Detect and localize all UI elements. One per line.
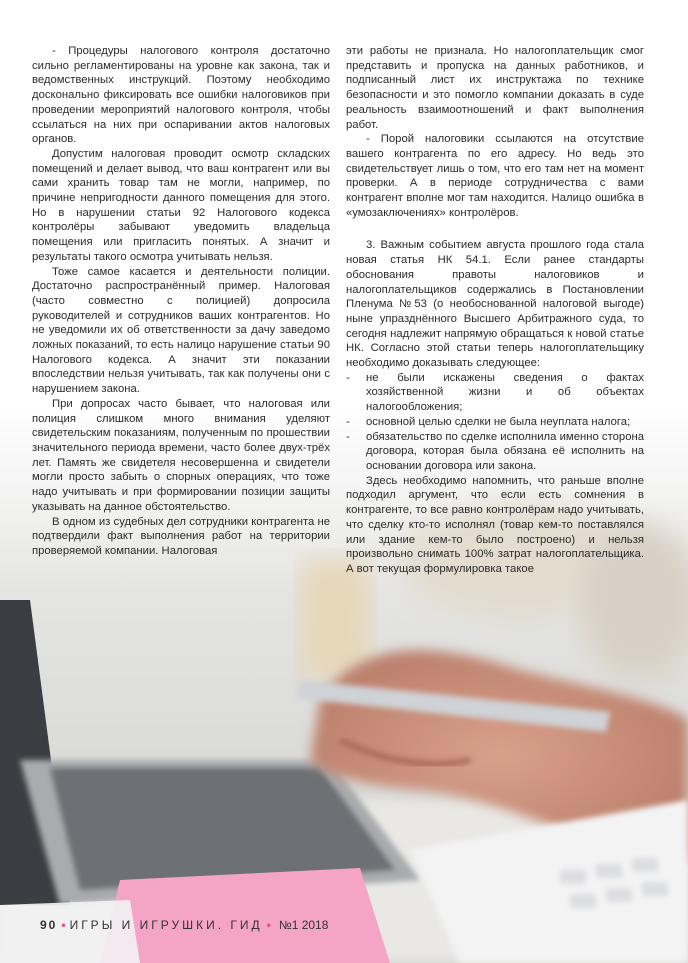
bullet-separator-icon: • — [266, 918, 271, 932]
paragraph: 3. Важным событием августа прошлого года стала новая статья НК 54.1. Если ранее стандарты обоснования правоты налоговиков и налогоплательщиков содержались в Постановлении Пленума №53 (о необоснованной налоговой выгоде) ныне упразднённого Высшего Арбитражного суда, то сегодня надлежит напрямую обращаться к новой статье НК. Согласно этой статьи теперь налогоплательщику необходимо доказывать следующее: — [346, 239, 644, 370]
paragraph: В одном из судебных дел сотрудники контрагента не подтвердили факт выполнения работ на территории проверяемой компании. Налоговая — [32, 515, 330, 557]
paragraph: - Процедуры налогового контроля достаточно сильно регламентированы на уровне как закона, так и ведомственных инструкций. Поэтому необходимо досконально фиксировать все ошибки налоговиков при проведении мероприятий налогового контроля, чтобы ссылаться на них при оспаривании актов налоговых органов. — [32, 45, 330, 146]
paragraph: Допустим налоговая проводит осмотр складских помещений и делает вывод, что ваш контрагент или вы сами хранить товар там не могли, например, по причине непригодности данного помещения для этого. Но в нарушении статьи 92 Налогового кодекса контролёры забывают уведомить владельца помещения или пригласить понятых. А значит и результаты такого осмотра учитывать нельзя. — [32, 147, 330, 263]
paragraph-gap — [346, 220, 644, 238]
list-item: - обязательство по сделке исполнила именно сторона договора, которая была обязана её исполнить на основании договора или закона. — [346, 430, 644, 474]
paragraph: эти работы не признала. Но налогоплательщик смог представить и пропуска на данных работников, и подписанный лист их инструктажа по технике безопасности и это помогло компании доказать в суде реальность взаимоотношений и факт выполнения работ. — [346, 45, 644, 131]
magazine-title: ИГРЫ И ИГРУШКИ. ГИД — [69, 918, 263, 932]
paragraph: При допросах часто бывает, что налоговая или полиция слишком много внимания уделяют свидетельским показаниям, полученным по прошествии значительного периода времени, часто более двух-трёх лет. Память же свидетеля несовершенна и свидетели могли просто забыть о спорных операциях, что тоже надо учитывать и при формировании позиции защиты указывать на данное обстоятельство. — [32, 397, 330, 513]
paragraph: Здесь необходимо напомнить, что раньше вполне подходил аргумент, что если есть сомнения в контрагенте, то все равно контролёрам надо учитывать, что сделку кто-то исполнял (товар кем-то поставлялся или здание кем-то было построено) и нельзя произвольно снимать 100% затрат налогоплательщика. А вот текущая формулировка такое — [346, 474, 644, 575]
page-footer — [40, 918, 328, 932]
paragraph: - Порой налоговики ссылаются на отсутствие вашего контрагента по его адресу. Но ведь это свидетельствует лишь о том, что его там нет на момент проверки. А в периоде сотрудничества с вами контрагент вполне мог там находится. Налицо ошибка в «умозаключениях» контролёров. — [346, 133, 644, 219]
bullet-separator-icon: • — [61, 918, 66, 932]
paragraph: Тоже самое касается и деятельности полиции. Достаточно распространённый пример. Налоговая (часто совместно с полицией) допросила руководителей и сотрудников ваших контрагентов. Но не уведомили их об ответственности за дачу заведомо ложных показаний, то есть налицо нарушение статьи 90 Налогового кодекса. А значит эти показании впоследствии нельзя учитывать, так как получены они с нарушением закона. — [32, 265, 330, 396]
page-number: 90 — [40, 918, 58, 932]
requirements-list — [346, 371, 644, 474]
right-column — [346, 44, 644, 577]
list-item: - не были искажены сведения о фактах хозяйственной жизни и об объектах налогообложения; — [346, 371, 644, 415]
left-column — [32, 44, 330, 559]
issue-number: №1 2018 — [278, 918, 329, 932]
list-item: - основной целью сделки не была неуплата налога; — [346, 415, 644, 430]
